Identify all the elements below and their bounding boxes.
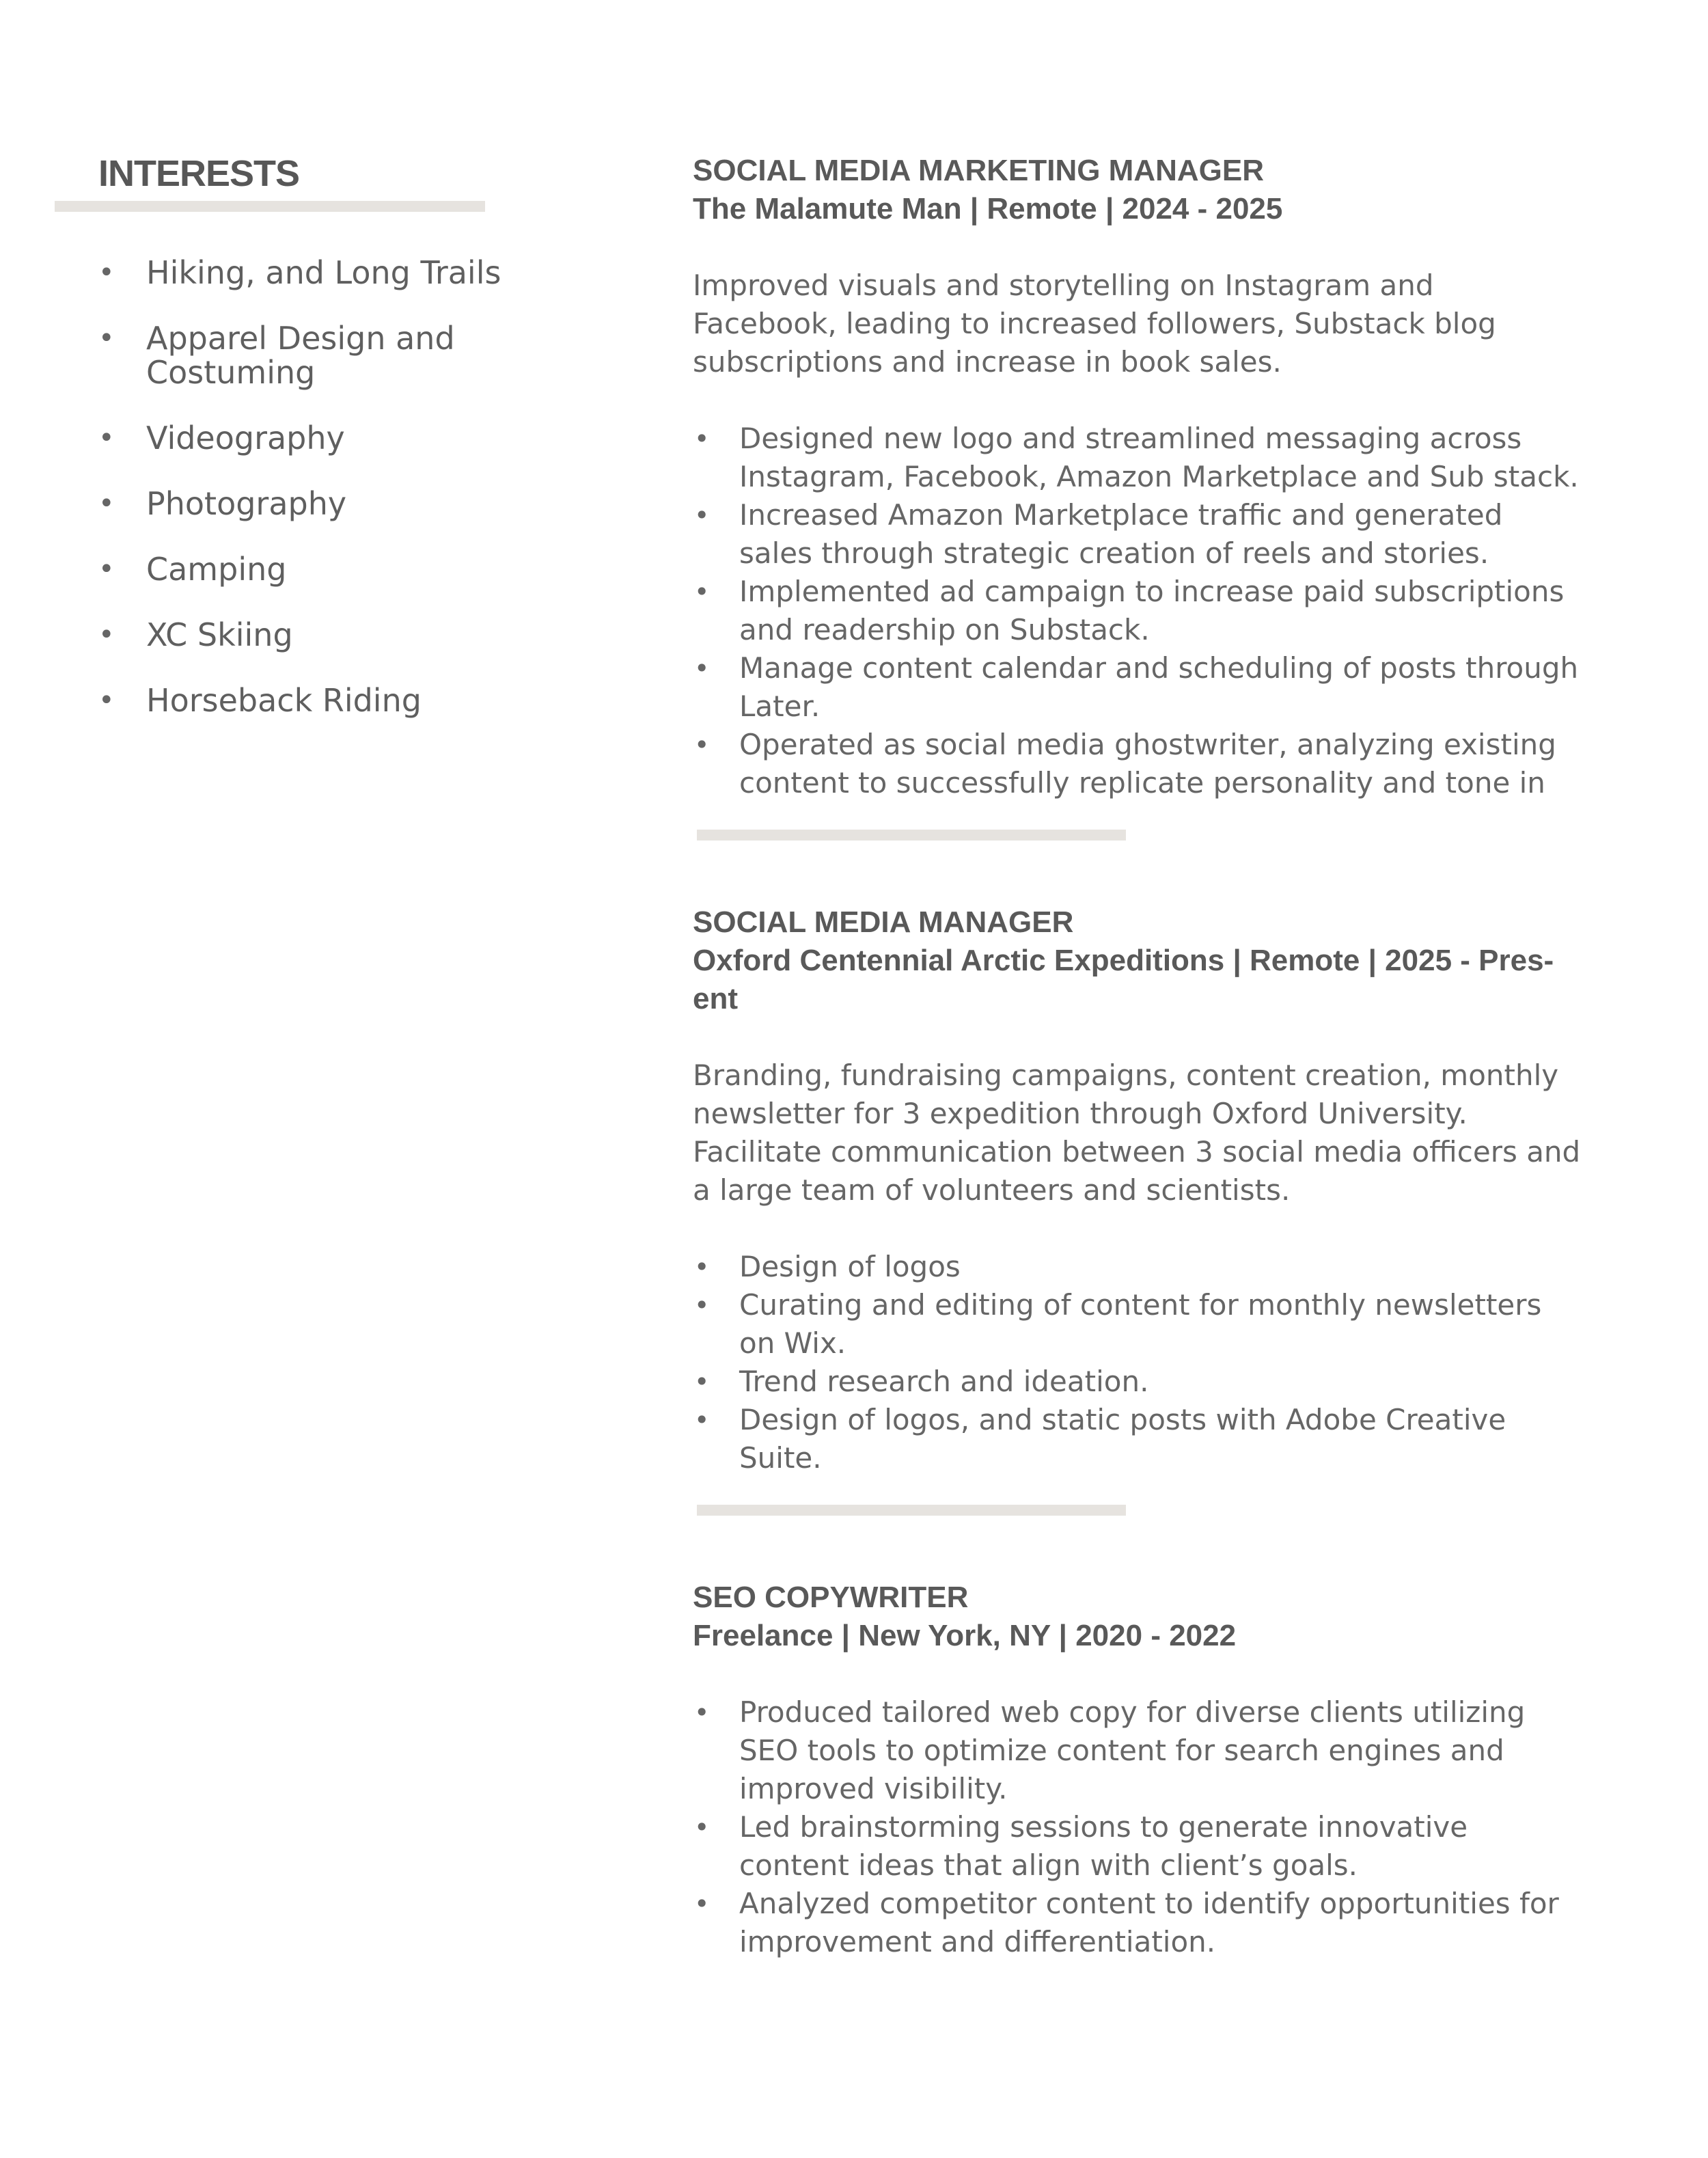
job-bullet: • Led brainstorming sessions to generate innovative content ideas that align with client’s goals. [693,1808,1581,1885]
interests-list [98,256,508,749]
job-bullet: • Curating and editing of content for monthly newsletters on Wix. [693,1286,1581,1363]
job-bullet-list [693,1248,1581,1477]
interest-item: • Hiking, and Long Trails [98,256,508,290]
job-bullet: • Design of logos, and static posts with Adobe Creative Suite. [693,1401,1581,1477]
section-divider [697,1505,1126,1516]
job-bullet: • Designed new logo and streamlined messaging across Instagram, Facebook, Amazon Marketplace and Sub stack. [693,420,1581,496]
job-title: SEO COPYWRITER [693,1581,969,1614]
job-bullet: • Operated as social media ghostwriter, analyzing existing content to successfully replicate personality and tone in [693,726,1581,802]
interests-heading: INTERESTS [98,153,300,194]
interest-item: • XC Skiing [98,618,508,652]
interests-divider [55,201,485,212]
interest-item: • Horseback Riding [98,683,508,718]
job-bullet: • Increased Amazon Marketplace traffic and generated sales through strategic creation of reels and stories. [693,496,1581,573]
job-bullet: • Produced tailored web copy for diverse clients utilizing SEO tools to optimize content for search engines and improved visibility. [693,1693,1581,1808]
job-entry [693,152,1608,841]
job-employer-line: Oxford Centennial Arctic Expeditions | Remote | 2025 - Pres-ent [693,944,1554,1015]
interest-item: • Camping [98,552,508,586]
job-title: SOCIAL MEDIA MARKETING MANAGER [693,154,1264,187]
interest-item: • Apparel Design and Costuming [98,321,508,390]
job-summary: Improved visuals and storytelling on Instagram and Facebook, leading to increased followers, Substack blog subscriptions and increase in book sales. [693,269,1496,379]
interest-item: • Videography [98,421,508,455]
job-bullet: • Analyzed competitor content to identify opportunities for improvement and differentiation. [693,1885,1581,1961]
job-bullet-list [693,420,1581,802]
job-bullet: • Trend research and ideation. [693,1363,1581,1401]
job-bullet: • Design of logos [693,1248,1581,1286]
job-employer-line: Freelance | New York, NY | 2020 - 2022 [693,1619,1237,1652]
job-bullet-list [693,1693,1581,1961]
section-divider [697,830,1126,841]
job-entry [693,1579,1608,1961]
job-summary: Branding, fundraising campaigns, content creation, monthly newsletter for 3 expedition through Oxford University. Facilitate communication between 3 social media officers and a large team of volunteers and scientists. [693,1058,1581,1207]
job-bullet: • Implemented ad campaign to increase paid subscriptions and readership on Substack. [693,573,1581,649]
job-employer-line: The Malamute Man | Remote | 2024 - 2025 [693,192,1283,226]
experience-section [693,152,1608,1961]
job-entry [693,903,1608,1516]
job-bullet: • Manage content calendar and scheduling of posts through Later. [693,649,1581,726]
job-title: SOCIAL MEDIA MANAGER [693,905,1074,939]
interest-item: • Photography [98,487,508,521]
